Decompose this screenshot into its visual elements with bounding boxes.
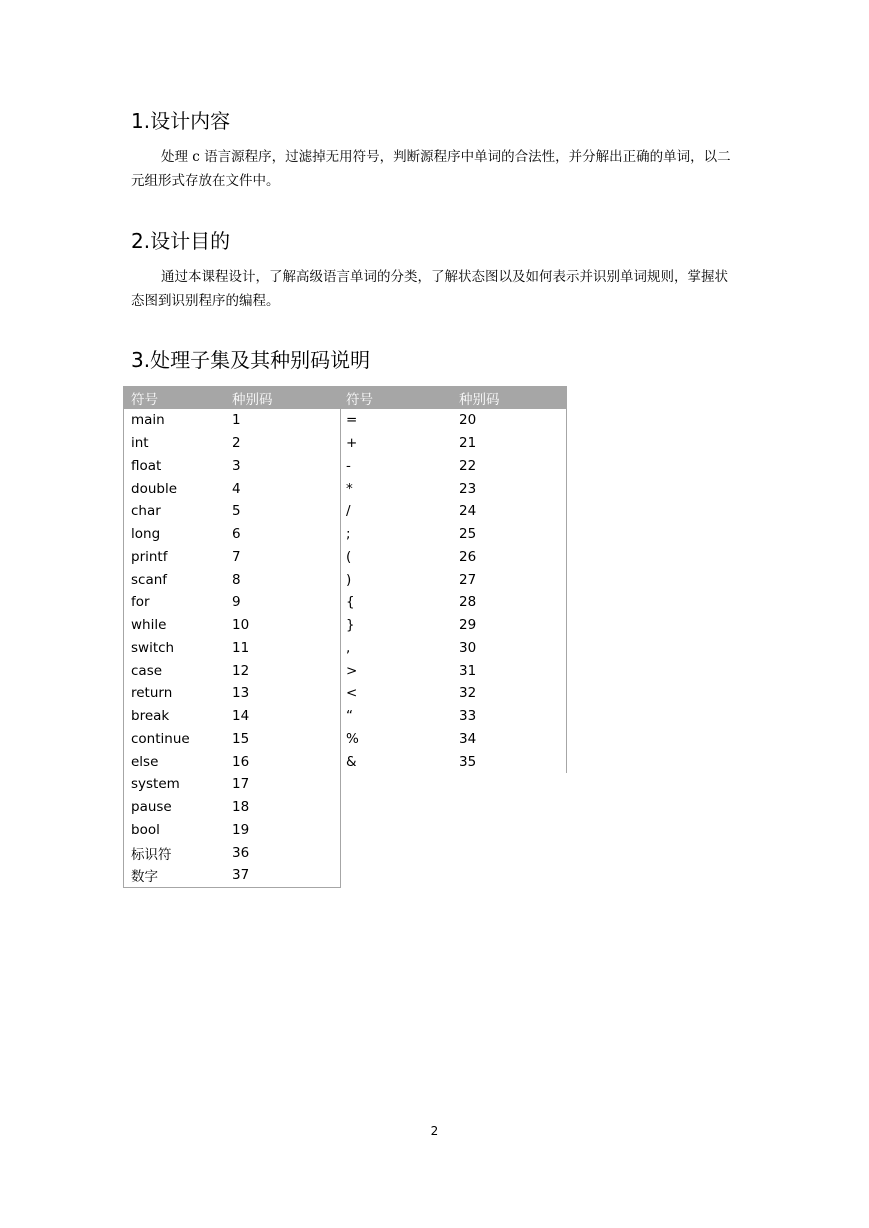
symbol-cell: ; [346,526,351,543]
table-row [339,568,566,591]
symbol-cell: else [131,753,159,770]
header-code: 种别码 [232,391,273,408]
table-row [124,568,340,591]
table-row [339,637,566,660]
symbol-cell: long [131,526,161,543]
code-cell: 15 [232,730,250,747]
symbol-cell: continue [131,730,190,747]
code-cell: 19 [232,821,250,838]
table-row [124,659,340,682]
code-cell: 6 [232,526,241,543]
symbol-cell: + [346,435,358,452]
code-cell: 13 [232,685,250,702]
table-row [124,432,340,455]
symbol-cell: system [131,776,180,793]
symbol-cell: ) [346,571,352,588]
symbol-cell: ( [346,548,352,565]
table-row [124,637,340,660]
code-cell: 27 [459,571,477,588]
code-cell: 30 [459,639,477,656]
table-row [339,705,566,728]
symbol-cell: break [131,708,170,725]
code-cell: 36 [232,844,250,861]
table-row [339,659,566,682]
symbol-cell: % [346,730,359,747]
code-cell: 18 [232,799,250,816]
table-header [124,386,340,409]
table-row [339,682,566,705]
table-row [124,500,340,523]
symbol-cell: char [131,503,161,520]
code-cell: 32 [459,685,477,702]
table-row [124,523,340,546]
code-cell: 1 [232,412,241,429]
code-cell: 14 [232,708,250,725]
header-symbol: 符号 [346,391,373,408]
operator-code-table [339,386,567,773]
code-cell: 37 [232,867,250,884]
code-cell: 35 [459,753,477,770]
code-cell: 23 [459,480,477,497]
code-cell: 34 [459,730,477,747]
symbol-cell: , [346,639,351,656]
code-cell: 9 [232,594,241,611]
symbol-cell: “ [346,708,353,725]
table-row [339,728,566,751]
code-cell: 4 [232,480,241,497]
symbol-cell: main [131,412,165,429]
symbol-cell: bool [131,821,160,838]
symbol-cell: / [346,503,351,520]
symbol-cell: > [346,662,358,679]
symbol-cell: = [346,412,358,429]
symbol-cell: < [346,685,358,702]
table-row [124,477,340,500]
code-cell: 8 [232,571,241,588]
symbol-cell: int [131,435,149,452]
code-cell: 10 [232,617,250,634]
code-cell: 17 [232,776,250,793]
code-cell: 3 [232,457,241,474]
symbol-cell: case [131,662,163,679]
code-cell: 24 [459,503,477,520]
code-cell: 21 [459,435,477,452]
table-row [124,773,340,796]
code-cell: 22 [459,457,477,474]
symbol-cell: 标识符 [131,846,172,863]
symbol-cell: for [131,594,150,611]
section-2-text: 通过本课程设计，了解高级语言单词的分类，了解状态图以及如何表示并识别单词规则，掌握状态图到识别程序的编程。 [131,269,728,309]
table-row [124,614,340,637]
section-3-heading: 3.处理子集及其种别码说明 [131,348,371,372]
code-cell: 12 [232,662,250,679]
symbol-cell: double [131,480,178,497]
symbol-cell: printf [131,548,168,565]
symbol-cell: 数字 [131,869,158,886]
section-1-heading: 1.设计内容 [131,109,231,133]
code-cell: 33 [459,708,477,725]
table-row [339,432,566,455]
table-row [339,546,566,569]
table-row [124,591,340,614]
code-cell: 7 [232,548,241,565]
symbol-cell: scanf [131,571,168,588]
symbol-cell: & [346,753,357,770]
table-row [339,500,566,523]
table-row [124,728,340,751]
table-row [339,409,566,432]
table-row [339,523,566,546]
table-row [124,841,340,864]
table-row [124,864,340,887]
code-cell: 31 [459,662,477,679]
table-row [339,591,566,614]
symbol-cell: float [131,457,162,474]
table-row [339,614,566,637]
table-row [124,546,340,569]
table-row [124,682,340,705]
symbol-cell: { [346,594,355,611]
code-cell: 16 [232,753,250,770]
code-cell: 20 [459,412,477,429]
code-cell: 29 [459,617,477,634]
table-row [339,477,566,500]
table-row [124,455,340,478]
code-cell: 28 [459,594,477,611]
symbol-cell: } [346,617,355,634]
table-row [339,750,566,773]
code-cell: 2 [232,435,241,452]
section-1-text: 处理 c 语言源程序，过滤掉无用符号，判断源程序中单词的合法性，并分解出正确的单词，以二元组形式存放在文件中。 [131,149,731,189]
page-number: 2 [430,1124,439,1138]
header-symbol: 符号 [131,391,158,408]
table-row [124,796,340,819]
table-row [339,455,566,478]
code-cell: 26 [459,548,477,565]
table-row [124,705,340,728]
table-header [339,386,566,409]
code-cell: 11 [232,639,250,656]
symbol-cell: pause [131,799,172,816]
code-cell: 5 [232,503,241,520]
keyword-code-table [123,386,341,888]
section-2-heading: 2.设计目的 [131,229,231,253]
symbol-cell: switch [131,639,175,656]
symbol-cell: - [346,457,351,474]
symbol-cell: return [131,685,173,702]
table-row [124,409,340,432]
table-row [124,819,340,842]
code-cell: 25 [459,526,477,543]
symbol-cell: while [131,617,167,634]
symbol-cell: * [346,480,353,497]
table-row [124,750,340,773]
header-code: 种别码 [459,391,500,408]
